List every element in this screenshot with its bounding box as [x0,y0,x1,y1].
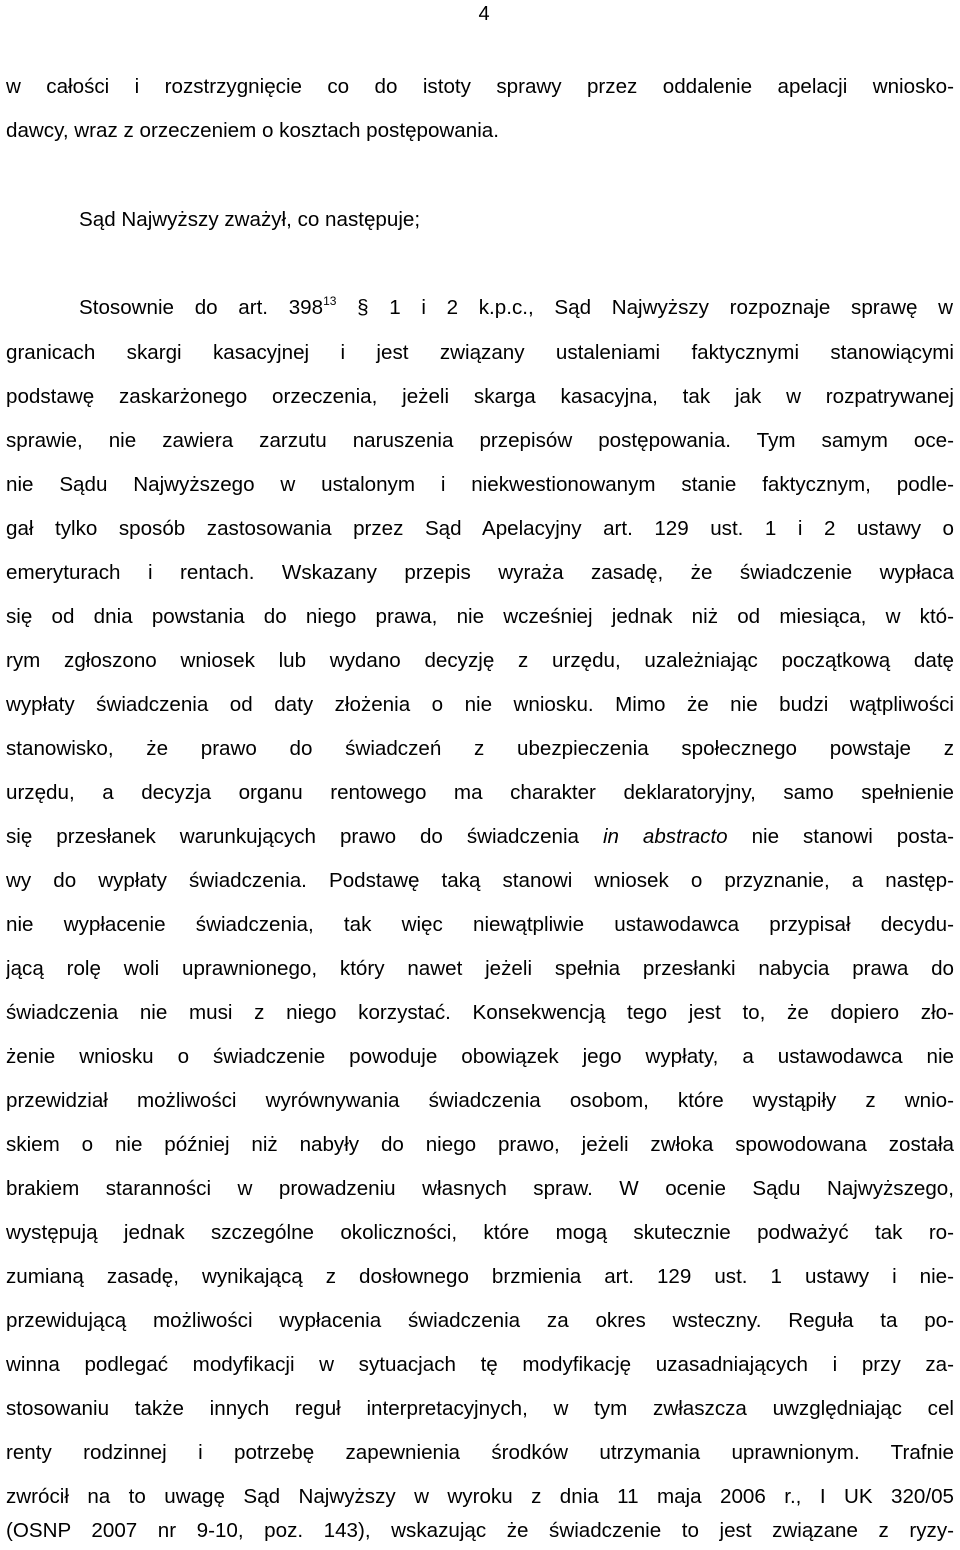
superscript: 13 [323,295,337,308]
paragraph-line: nie Sądu Najwyższego w ustalonym i niekwestionowanym stanie faktycznym, podle- [6,473,954,496]
paragraph-line: wy do wypłaty świadczenia. Podstawę taką stanowi wniosek o przyznanie, a następ- [6,869,954,892]
paragraph-line: granicach skargi kasacyjnej i jest związany ustaleniami faktycznymi stanowiącymi [6,341,954,364]
italic-phrase: in abstracto [602,825,728,848]
paragraph-line: przewidującą możliwości wypłacenia świadczenia za okres wsteczny. Reguła ta po- [6,1309,954,1332]
paragraph-line: urzędu, a decyzja organu rentowego ma charakter deklaratoryjny, samo spełnienie [6,781,954,804]
paragraph-line: żenie wniosku o świadczenie powoduje obowiązek jego wypłaty, a ustawodawca nie [6,1045,954,1068]
section-heading: Sąd Najwyższy zważył, co następuje; [79,208,421,231]
paragraph-line: dawcy, wraz z orzeczeniem o kosztach postępowania. [6,119,499,142]
paragraph-line: emeryturach i rentach. Wskazany przepis wyraża zasadę, że świadczenie wypłaca [6,561,954,584]
paragraph-line: brakiem staranności w prowadzeniu własnych spraw. W ocenie Sądu Najwyższego, [6,1177,954,1200]
paragraph-line: renty rodzinnej i potrzebę zapewnienia środków utrzymania uprawnionym. Trafnie [6,1441,954,1464]
paragraph-line: się przesłanek warunkujących prawo do świadczenia in abstracto nie stanowi posta- [6,825,954,848]
paragraph-line: sprawie, nie zawiera zarzutu naruszenia przepisów postępowania. Tym samym oce- [6,429,954,452]
paragraph-line: winna podlegać modyfikacji w sytuacjach tę modyfikację uzasadniających i przy za- [6,1353,954,1376]
paragraph-line: zwrócił na to uwagę Sąd Najwyższy w wyroku z dnia 11 maja 2006 r., I UK 320/05 [6,1485,954,1508]
paragraph-line: występują jednak szczególne okoliczności, które mogą skutecznie podważyć tak ro- [6,1221,954,1244]
paragraph-line: rym zgłoszono wniosek lub wydano decyzję z urzędu, uzależniając początkową datę [6,649,954,672]
page-number: 4 [478,3,490,25]
paragraph-line: w całości i rozstrzygnięcie co do istoty sprawy przez oddalenie apelacji wniosko- [6,75,954,98]
paragraph-line: przewidział możliwości wyrównywania świadczenia osobom, które wystąpiły z wnio- [6,1089,954,1112]
paragraph-line: się od dnia powstania do niego prawa, nie wcześniej jednak niż od miesiąca, w któ- [6,605,954,628]
paragraph-line: stosowaniu także innych reguł interpretacyjnych, w tym zwłaszcza uwzględniając cel [6,1397,954,1420]
paragraph-line: zumianą zasadę, wynikającą z dosłownego brzmienia art. 129 ust. 1 ustawy i nie- [6,1265,954,1288]
paragraph-line: skiem o nie później niż nabyły do niego prawo, jeżeli zwłoka spowodowana została [6,1133,954,1156]
paragraph-line: świadczenia nie musi z niego korzystać. Konsekwencją tego jest to, że dopiero zło- [6,1001,954,1024]
paragraph-line: podstawę zaskarżonego orzeczenia, jeżeli skarga kasacyjna, tak jak w rozpatrywanej [6,385,954,408]
paragraph-line: jącą rolę woli uprawnionego, który nawet jeżeli spełnia przesłanki nabycia prawa do [6,957,954,980]
paragraph-line: (OSNP 2007 nr 9-10, poz. 143), wskazując że świadczenie to jest związane z ryzy- [6,1519,954,1542]
paragraph-line: stanowisko, że prawo do świadczeń z ubezpieczenia społecznego powstaje z [6,737,954,760]
paragraph-line: gał tylko sposób zastosowania przez Sąd Apelacyjny art. 129 ust. 1 i 2 ustawy o [6,517,954,540]
paragraph-line: Stosownie do art. $398^{13}$ § 1 i 2 k.p.c., Sąd Najwyższy rozpoznaje sprawę w [79,295,953,319]
paragraph-line: nie wypłacenie świadczenia, tak więc niewątpliwie ustawodawca przypisał decydu- [6,913,954,936]
paragraph-line: wypłaty świadczenia od daty złożenia o nie wniosku. Mimo że nie budzi wątpliwości [6,693,954,716]
